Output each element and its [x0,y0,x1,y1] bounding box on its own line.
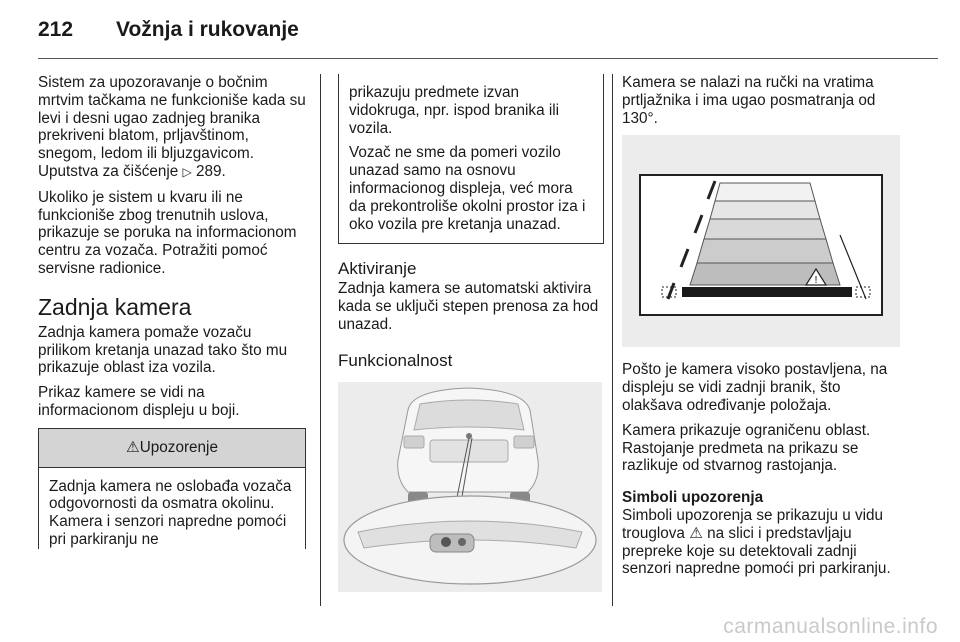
column-3 [622,74,902,585]
section-heading: Zadnja kamera [38,293,192,320]
section-heading: Funkcionalnost [338,350,453,370]
paragraph: Vozač ne sme da pomeri vozilo unazad samo na osnovu informacionog displeja, već mora da prekontroliše okolni prostor iza i oko vozila pre kretanja unazad. [349,144,586,233]
warning-header [39,429,305,468]
paragraph: Simboli upozorenja se prikazuju u vidu trouglova ⚠ na slici i predstavljaju prepreke koje su detektovali zadnji senzori napredne pomoći pri parkiranju. [622,506,891,578]
camera-display-illustration [622,135,900,347]
paragraph: Pošto je kamera visoko postavljena, na displeju se vidi zadnji branik, što olakšava određivanje položaja. [622,361,888,414]
svg-text:!: ! [813,275,819,287]
header-rule [38,58,938,59]
reference-arrow-icon: ▷ [182,164,192,179]
warning-title: Upozorenje [139,438,218,456]
paragraph: prikazuju predmete izvan vidokruga, npr. ispod branika ili vozila. [349,84,560,137]
car-camera-illustration [338,382,602,592]
section-heading: Aktiviranje [338,259,417,279]
column-2 [338,74,604,592]
paragraph: Ukoliko je sistem u kvaru ili ne funkcioniše zbog trenutnih uslova, prikazuje se poruka na informacionom centru za vozača. Potražiti pomoć servisne radionice. [38,188,297,277]
watermark: carmanualsonline.info [723,615,938,638]
warning-box [38,428,306,549]
warning-triangle-icon: ⚠ [689,524,703,542]
column-divider [612,74,613,606]
paragraph: Kamera se nalazi na ručki na vratima prtljažnika i ima ugao posmatranja od 130°. [622,74,876,127]
page-reference[interactable]: 289. [196,162,226,180]
page-title: Vožnja i rukovanje [116,18,299,41]
warning-body: Zadnja kamera ne oslobađa vozača odgovornosti da osmatra okolinu. Kamera i senzori napredne pomoći pri parkiranju ne [49,477,292,548]
warning-icon: ⚠ [126,438,140,456]
column-1 [38,74,306,549]
warning-box-continued [338,74,604,244]
paragraph: Prikaz kamere se vidi na informacionom displeju u boji. [38,384,240,419]
column-divider [320,74,321,606]
paragraph: Zadnja kamera pomaže vozaču prilikom kretanja unazad tako što mu prikazuje oblast iza vozila. [38,323,288,377]
subheading: Simboli upozorenja [622,489,764,507]
page-number: 212 [38,18,74,41]
paragraph: Zadnja kamera se automatski aktivira kada se uključi stepen prenosa za hod unazad. [338,280,599,333]
paragraph: Sistem za upozoravanje o bočnim mrtvim tačkama ne funkcioniše kada su levi i desni ugao zadnjeg branika prekriveni blatom, prljavštinom, snegom, ledom ili bljuzgavicom. Uputstva za čišćenje ▷ 289. [38,74,306,180]
page-header [38,18,299,42]
paragraph: Kamera prikazuje ograničenu oblast. Rastojanje predmeta na prikazu se razlikuje od stvarnog rastojanja. [622,421,871,475]
